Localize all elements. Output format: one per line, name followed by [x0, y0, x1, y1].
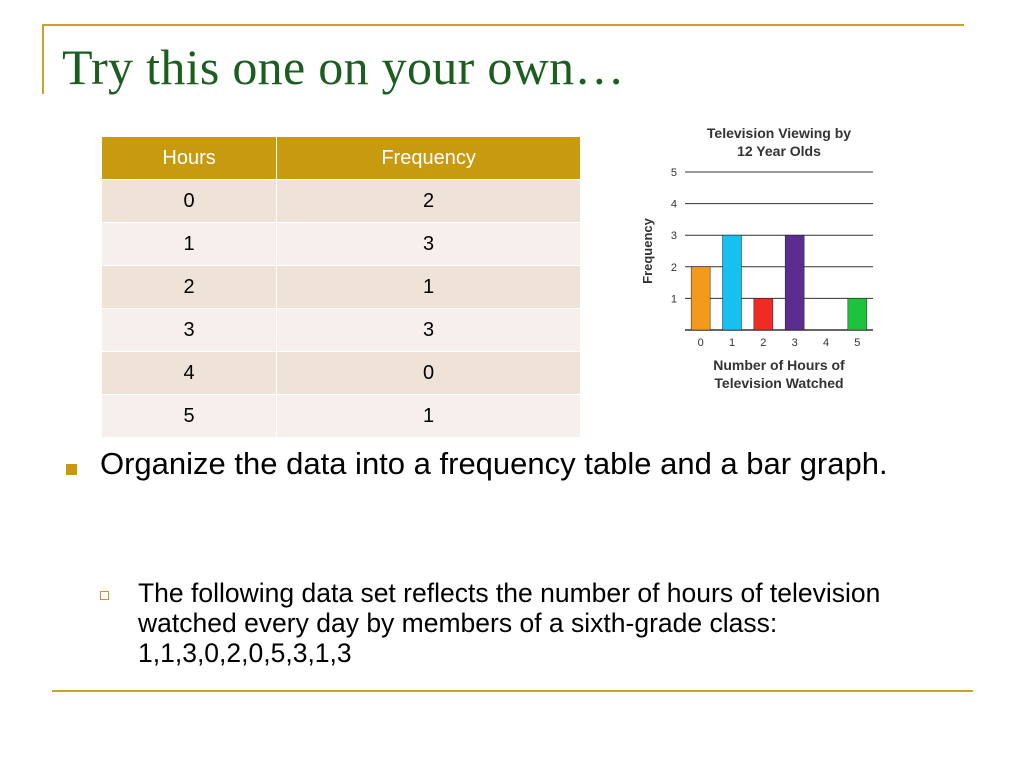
cell-frequency: 0 — [277, 352, 580, 395]
cell-frequency: 3 — [277, 223, 580, 266]
cell-frequency: 1 — [277, 266, 580, 309]
frequency-table — [102, 137, 580, 437]
bar — [848, 298, 867, 330]
table-row — [102, 395, 580, 438]
bar — [785, 235, 804, 330]
y-tick-label: 5 — [670, 167, 677, 179]
header-hours: Hours — [102, 137, 277, 180]
cell-hours: 5 — [102, 395, 277, 438]
cell-hours: 0 — [102, 180, 277, 223]
x-axis-label-line: Number of Hours of — [713, 357, 845, 373]
x-tick-label: 5 — [854, 337, 861, 349]
square-bullet-icon — [66, 464, 77, 475]
chart-title-line: 12 Year Olds — [737, 143, 821, 159]
y-tick-label: 3 — [670, 230, 677, 243]
y-tick-label: 4 — [670, 198, 677, 211]
y-tick-label: 1 — [670, 293, 677, 306]
bar — [754, 298, 773, 330]
table-row — [102, 266, 580, 309]
x-tick-label: 0 — [697, 337, 704, 349]
cell-hours: 2 — [102, 266, 277, 309]
frame-left-rule — [42, 24, 44, 94]
x-tick-label: 3 — [791, 337, 798, 349]
bar-chart — [630, 118, 880, 408]
y-axis-label: Frequency — [640, 218, 655, 284]
cell-hours: 4 — [102, 352, 277, 395]
x-tick-label: 2 — [760, 337, 767, 349]
table-header-row — [102, 137, 580, 180]
cell-frequency: 3 — [277, 309, 580, 352]
bullet-sub-text: The following data set reflects the number of hours of television watched every day by members of a sixth-grade class: 1,1,3,0,2,0,5,3,1,3 — [138, 578, 881, 668]
x-axis-label-line: Television Watched — [714, 375, 844, 391]
table-row — [102, 352, 580, 395]
cell-frequency: 2 — [277, 180, 580, 223]
hollow-square-bullet-icon — [100, 591, 109, 600]
y-tick-label: 2 — [670, 261, 677, 274]
x-tick-label: 1 — [728, 337, 736, 349]
header-frequency: Frequency — [277, 137, 580, 180]
cell-hours: 1 — [102, 223, 277, 266]
x-tick-label: 4 — [822, 337, 830, 349]
cell-frequency: 1 — [277, 395, 580, 438]
table-row — [102, 309, 580, 352]
frame-bottom-rule — [52, 690, 973, 692]
cell-hours: 3 — [102, 309, 277, 352]
chart-title-line: Television Viewing by — [706, 125, 852, 141]
bar — [691, 267, 710, 330]
slide-title: Try this one on your own… — [62, 39, 625, 95]
bar — [723, 235, 742, 330]
table-row — [102, 180, 580, 223]
table-row — [102, 223, 580, 266]
bullet-main-text: Organize the data into a frequency table and a bar graph. — [100, 446, 888, 481]
frame-top-rule — [44, 24, 964, 26]
